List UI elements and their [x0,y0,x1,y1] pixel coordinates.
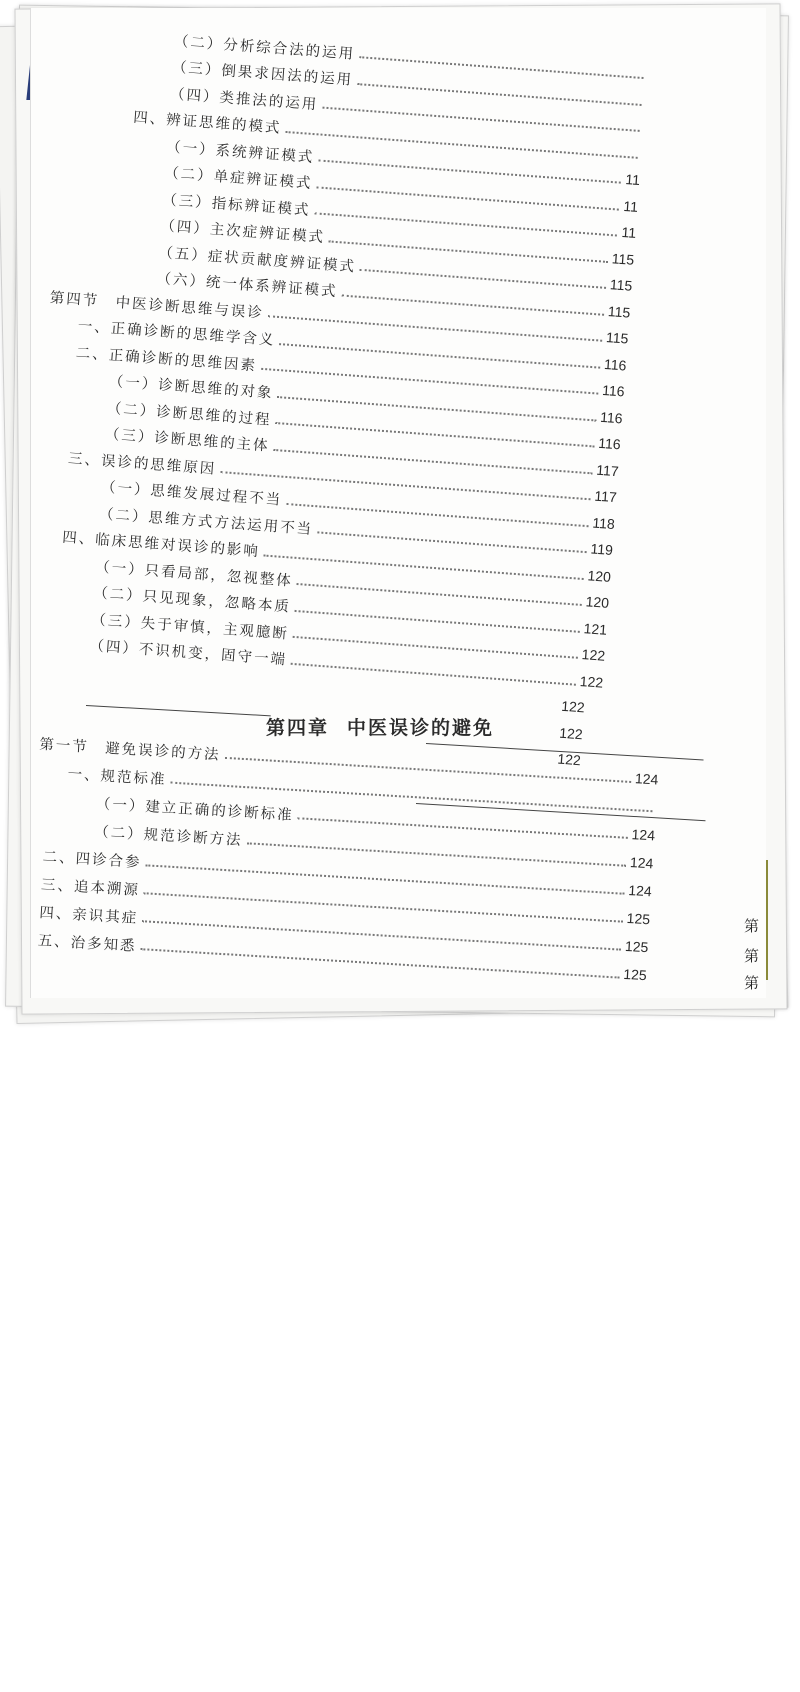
toc-entry-page: 116 [603,355,628,374]
toc-entry-label: 一、正确诊断的思维学含义 [77,318,276,349]
toc-entry-label: （二）分析综合法的运用 [173,33,356,63]
edge-char-1: 第 [744,917,760,935]
toc-entry-page: 116 [601,381,626,400]
toc-entry-label: （一）思维发展过程不当 [100,479,283,509]
toc-entry-label: （一）只看局部，忽视整体 [94,558,294,590]
toc-entry-page: 124 [627,881,653,900]
toc-entry-label: 第四节 中医诊断思维与误诊 [49,289,265,322]
toc-entry-label: （三）失于审慎，主观臆断 [90,611,290,643]
toc-entry-page: 120 [585,593,610,611]
toc-entry-label: 一、规范标准 [67,766,167,788]
toc-entry-page: 115 [611,249,635,268]
toc-entry-label: （一）系统辨证模式 [165,138,315,166]
toc-entry-label: 二、四诊合参 [42,848,142,871]
toc-entry-page: 115 [609,276,633,294]
toc-entry-label: 四、临床思维对误诊的影响 [61,529,261,561]
toc-entry-page: 122 [579,672,604,691]
toc-entry-label: （三）倒果求因法的运用 [171,59,354,89]
toc-entry-label: （三）指标辨证模式 [161,191,312,219]
toc-entry-label: 三、误诊的思维原因 [67,450,217,478]
toc-entry-page: 118 [591,514,616,532]
toc-entry-page: 116 [597,434,622,453]
toc-entry-page: 124 [629,854,654,872]
edge-char-2: 第 [744,947,760,965]
toc-entry-label: 三、追本溯源 [40,876,141,899]
toc-entry-label: （三）诊断思维的主体 [104,426,271,455]
toc-entry-page: 122 [560,697,586,716]
chapter-title: 中医误诊的避免 [347,717,495,739]
toc-entry-label: 四、辨证思维的模式 [132,109,282,137]
toc-entry-page: 11 [622,197,639,215]
toc-entry-page: 122 [558,724,584,742]
toc-entry-page: 117 [595,461,620,479]
toc-entry-page: 11 [621,223,637,241]
toc-entry-page: 125 [622,965,648,984]
toc-entry-page: 122 [556,750,582,769]
toc-entry-page: 124 [631,826,656,844]
toc-entry-label: （二）诊断思维的过程 [106,400,273,429]
chapter-number: 第四章 [266,717,330,739]
toc-entry-label: 二、正确诊断的思维因素 [75,344,258,374]
toc-page [30,8,766,998]
toc-entry-page: 117 [593,487,618,506]
toc-entry-label: 五、治多知悉 [37,932,138,955]
toc-entry-page: 115 [607,302,631,321]
toc-entry-page: 119 [590,540,614,559]
toc-entry-label: （一）诊断思维的对象 [108,373,274,402]
toc-entry-label: （二）规范诊断方法 [93,823,243,849]
toc-entry-page: 115 [605,329,629,347]
toc-entry-page: 11 [624,171,641,189]
toc-entry-label: （六）统一体系辨证模式 [155,270,339,301]
toc-entry-page: 125 [624,937,649,956]
toc-entry-page: 124 [634,770,659,788]
toc-entry-page: 116 [599,408,624,426]
toc-entry-label: （二）思维方式方法运用不当 [98,505,314,538]
toc-lower-section [0,660,778,1692]
toc-entry-page: 125 [626,909,651,928]
toc-entry-label: （四）主次症辨证模式 [159,218,326,247]
toc-entry-label: 四、亲识其症 [38,904,139,927]
edge-char-3: 第 [744,974,760,992]
toc-entry-label: （五）症状贡献度辨证模式 [157,244,357,275]
toc-entry-label: （一）建立正确的诊断标准 [95,795,295,824]
toc-entry-label: （四）不识机变，固守一端 [88,638,288,669]
toc-entry-label: 第一节 避免误诊的方法 [38,736,222,764]
toc-entry-label: （四）类推法的运用 [169,85,319,113]
toc-entry-label: （二）单症辨证模式 [163,165,313,193]
toc-entry-page: 120 [587,566,612,585]
toc-entry-label: （二）只见现象，忽略本质 [92,585,292,616]
toc-entry-page: 122 [581,646,606,664]
toc-entry-page: 121 [583,619,608,638]
